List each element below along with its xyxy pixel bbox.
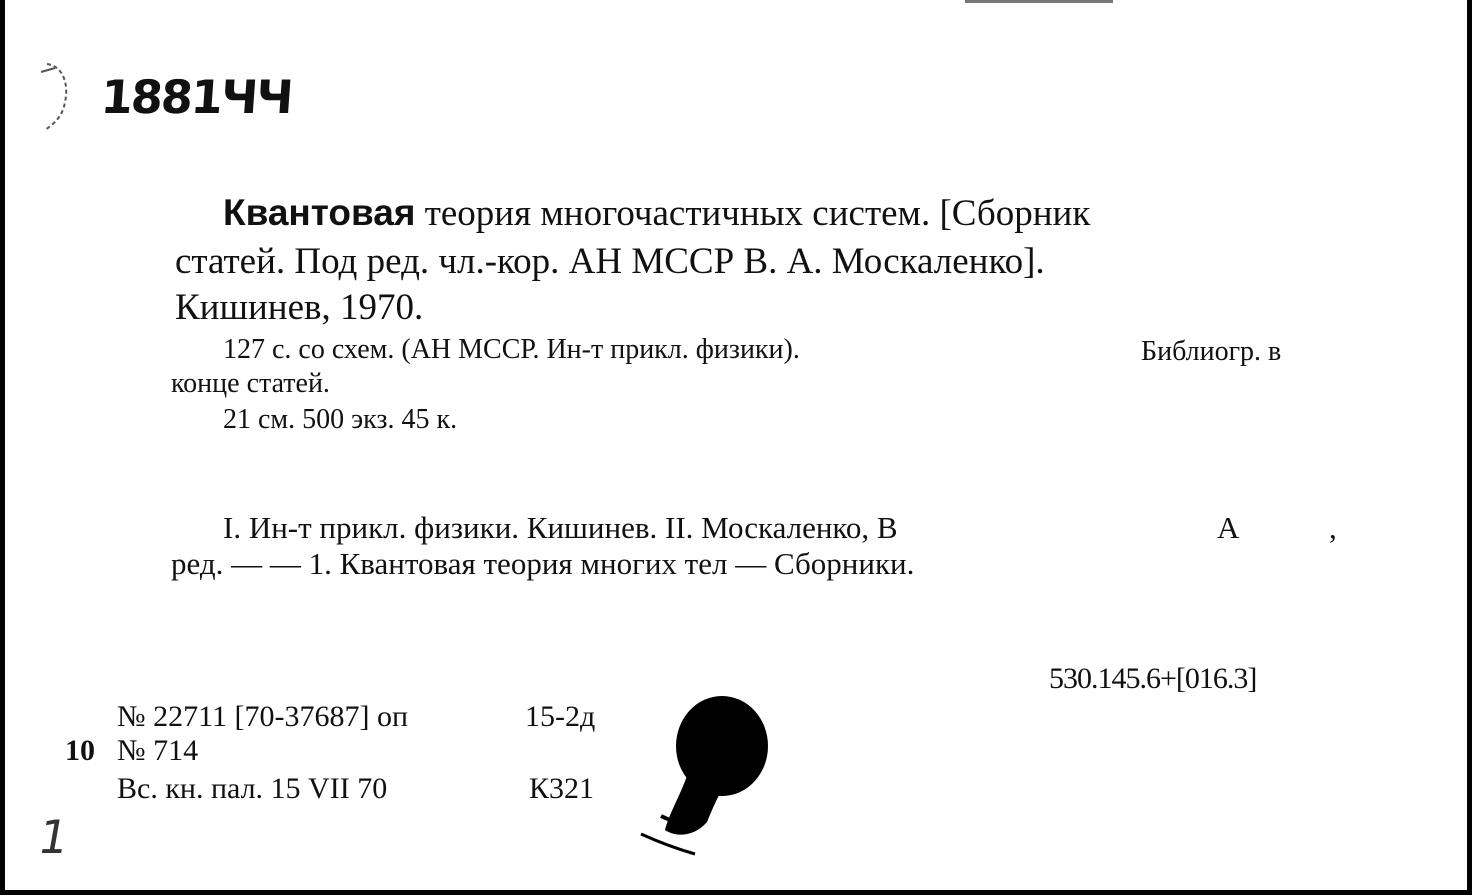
- title-line-2: статей. Под ред. чл.-кор. АН МССР В. А. Москаленко].: [175, 241, 1045, 282]
- tracing-line-2: ред. — — 1. Квантовая теория многих тел — Сборники.: [171, 546, 915, 581]
- title-line-1-text: теория многочастичных систем. [Сборник: [415, 193, 1091, 234]
- record-number: № 22711 [70-37687] оп: [117, 700, 409, 733]
- tracing-initial: А: [1217, 510, 1240, 545]
- record-copies: 15-2д: [525, 700, 596, 733]
- chamber-code: К321: [529, 772, 595, 805]
- pencil-mark: 1: [34, 810, 74, 864]
- tracing-line-1: I. Ин-т прикл. физики. Кишинев. II. Москаленко, В: [223, 510, 898, 545]
- copies-count: 10: [65, 734, 95, 767]
- pencil-bracket-mark: [33, 56, 83, 146]
- classification-number: 530.145.6+[016.3]: [1049, 662, 1257, 695]
- format-line: 21 см. 500 экз. 45 к.: [223, 404, 458, 435]
- title-heading-word: Квантовая: [223, 192, 416, 233]
- title-line-3: Кишинев, 1970.: [175, 287, 424, 328]
- tracing-comma: ,: [1329, 510, 1337, 545]
- collation-bibliography: Библиогр. в: [1141, 336, 1282, 367]
- title-line-1: [223, 192, 1090, 235]
- catalog-card-punch-hole: [635, 688, 785, 868]
- collation-line-1: 127 с. со схем. (АН МССР. Ин-т прикл. физики).: [223, 334, 800, 365]
- order-number: № 714: [117, 734, 199, 767]
- collation-line-2: конце статей.: [171, 368, 330, 399]
- chamber-line: Вс. кн. пал. 15 VII 70: [117, 772, 388, 805]
- acquisition-number: 1881ЧЧ: [99, 70, 294, 124]
